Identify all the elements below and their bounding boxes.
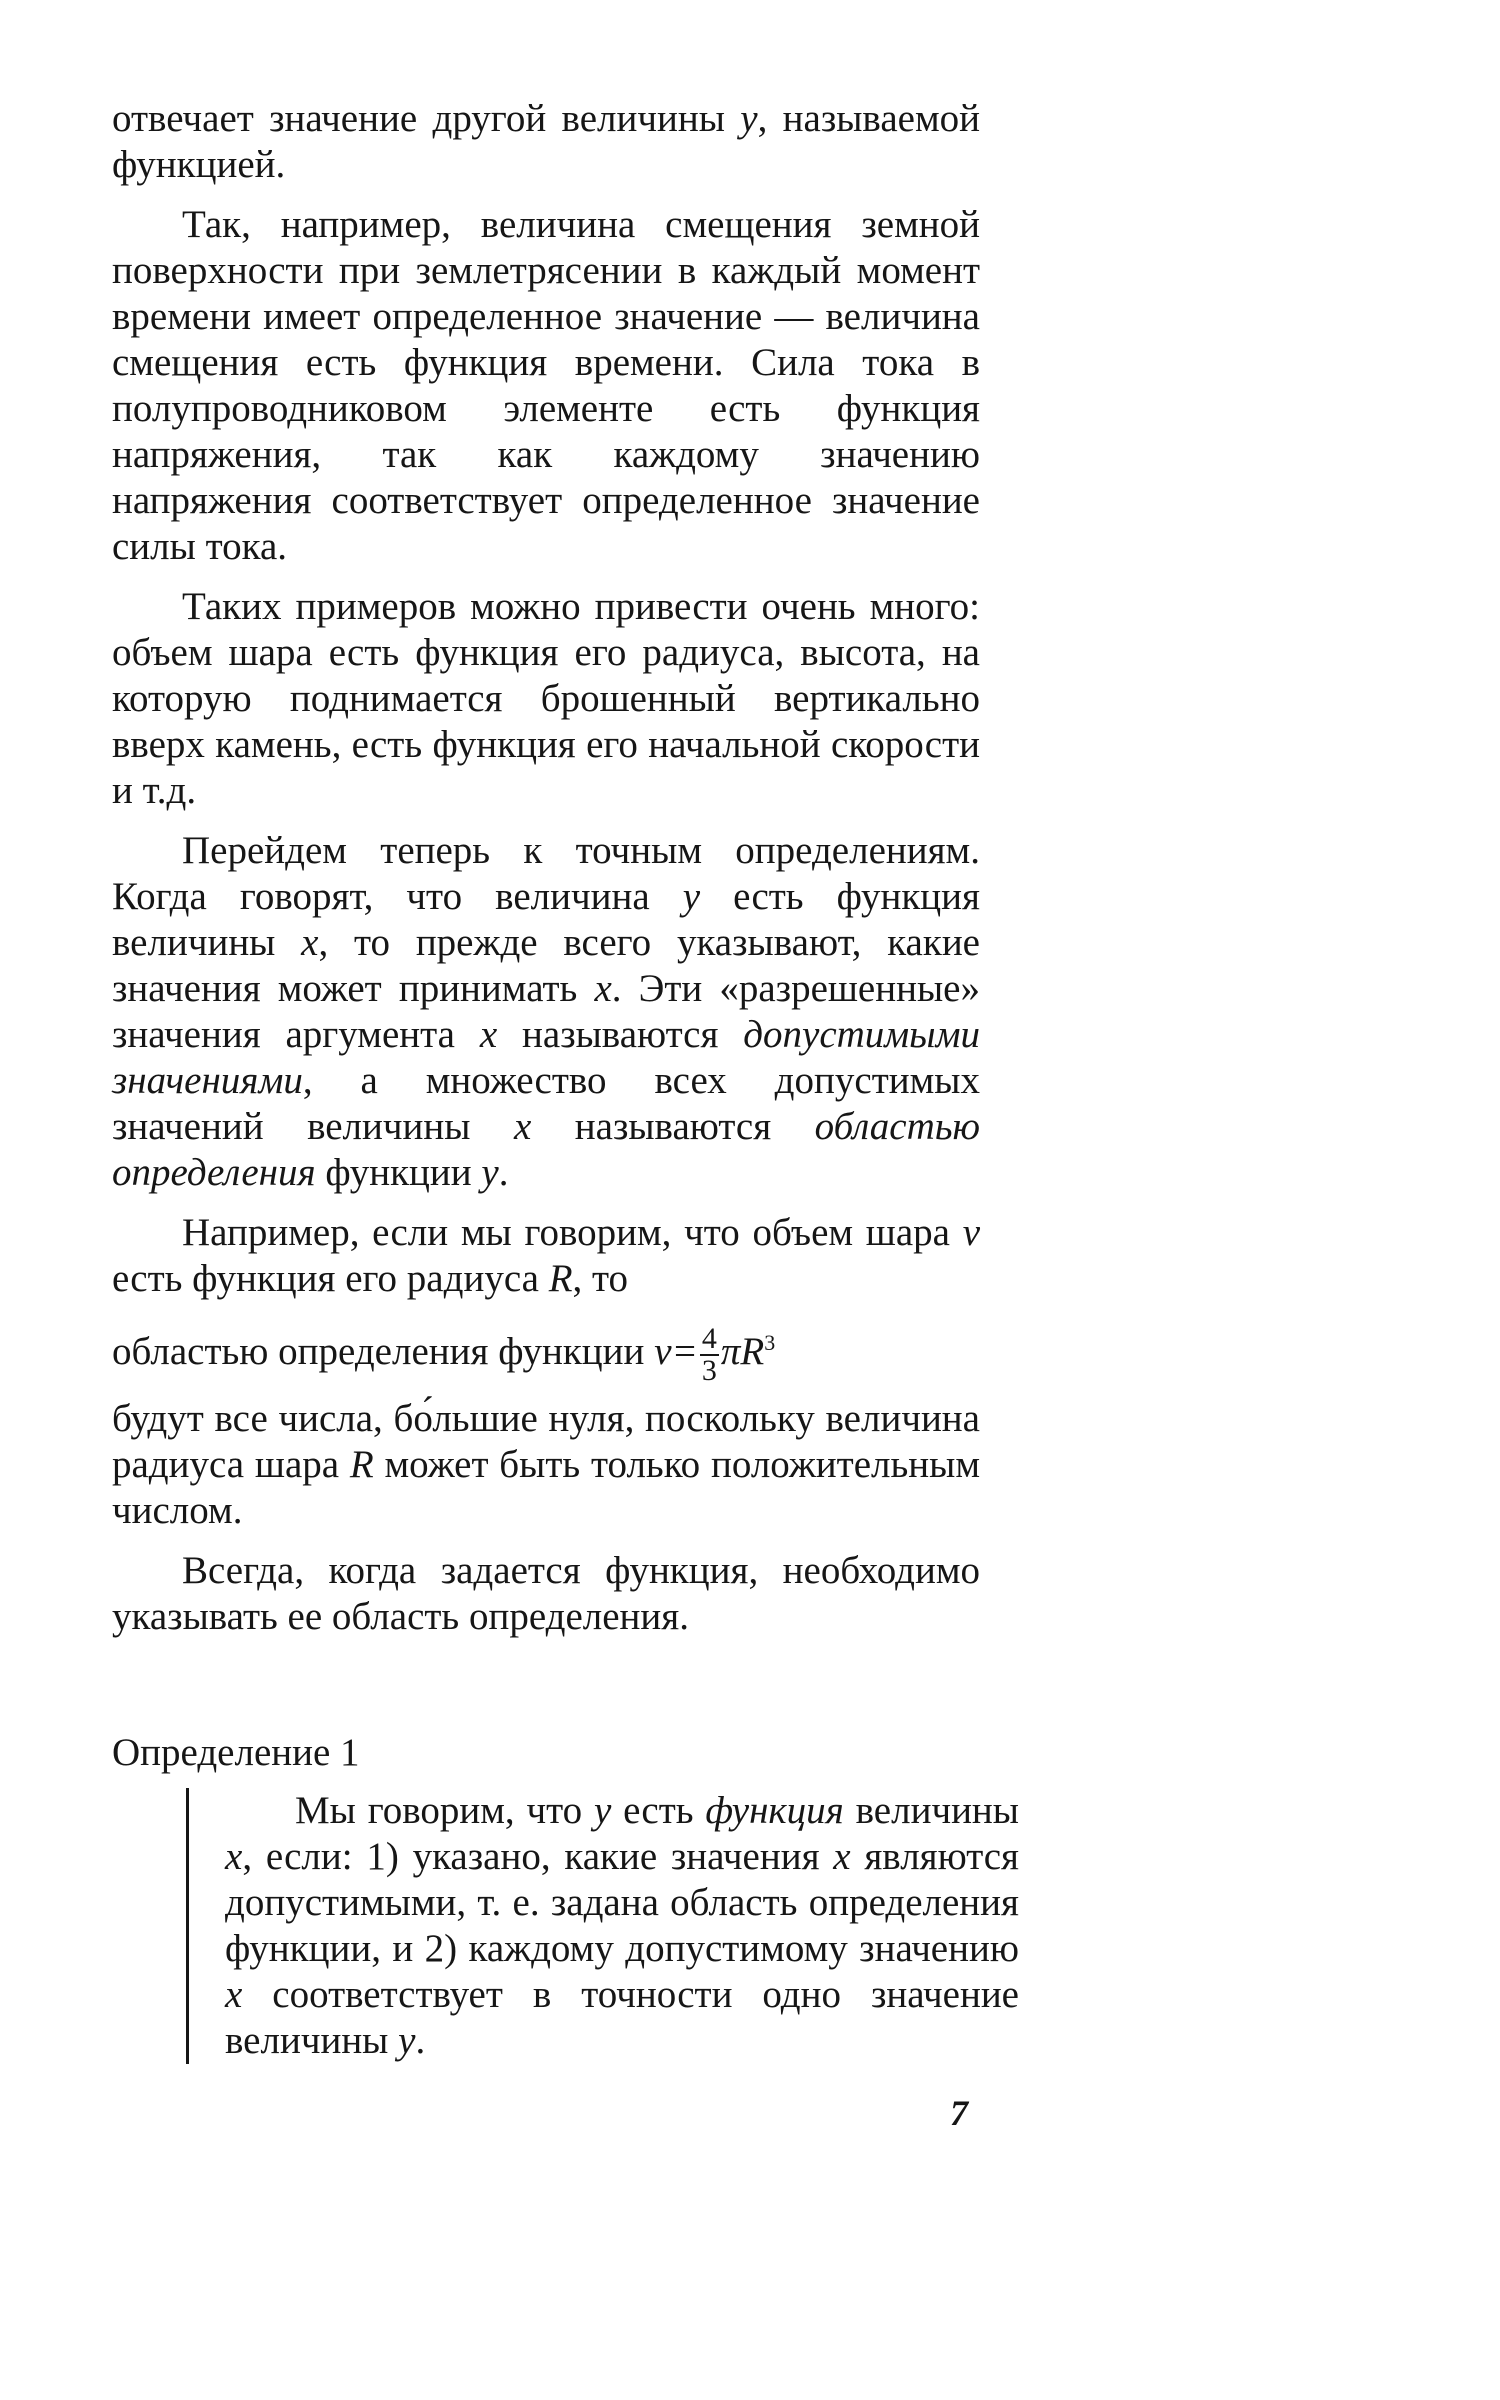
fraction: $\frac{4}{3}$ <box>701 1322 717 1388</box>
variable-y: y <box>682 875 701 918</box>
paragraph-4: Перейдем теперь к точным определениям. Когда говорят, что величина y есть функция величины x, то прежде всего указывают, какие значения может принимать x. Эти «разрешенные» значения аргумента x называются допустимыми значениями, а множество всех допустимых значений величины x называются областью определения функции y. <box>112 829 980 1194</box>
variable-x: x <box>833 1835 851 1878</box>
paragraph-6: Всегда, когда задается функция, необходимо указывать ее область определения. <box>112 1549 980 1639</box>
definition-heading: Определение 1 <box>112 1731 360 1774</box>
formula: v= $\frac{4}{3}$ $\pi R^3$ <box>654 1322 776 1388</box>
variable-y: y <box>740 97 758 140</box>
variable-x: x <box>225 1973 243 2016</box>
paragraph-3: Таких примеров можно привести очень много: объем шара есть функция его радиуса, высота, на которую поднимается брошенный вертикально вверх камень, есть функция его начальной скорости и т.д. <box>112 585 980 812</box>
variable-R: R <box>349 1443 374 1487</box>
term-function: функция <box>705 1789 844 1832</box>
variable-x: x <box>594 967 612 1010</box>
term-admissible-values: допустимыми значениями <box>112 1013 980 1102</box>
variable-y: y <box>593 1789 612 1832</box>
variable-x: x <box>479 1013 498 1056</box>
variable-y: y <box>481 1151 499 1194</box>
formula-line: областью определения функции v= $\frac{4}{3}$ $\pi R^3$ <box>112 1322 776 1388</box>
variable-v: v <box>962 1211 980 1254</box>
paragraph-1: отвечает значение другой величины y, называемой функцией. <box>112 97 980 186</box>
definition-text: Мы говорим, что y есть функция величины x, если: 1) указано, какие значения x являются допустимыми, т. е. задана область определения функции, и 2) каждому допустимому значению x соответствует в точности одно значение величины y. <box>225 1789 1020 2062</box>
variable-y: y <box>398 2019 416 2062</box>
variable-x: x <box>225 1835 243 1878</box>
variable-x: x <box>513 1105 532 1148</box>
body-text <box>112 96 980 1640</box>
page-number: 7 <box>950 2093 968 2133</box>
definition-block <box>186 1788 1019 2064</box>
paragraph-5: Например, если мы говорим, что объем шара v есть функция его радиуса R, то областью определения функции v= $\frac{4}{3}$ $\pi R^3$ будут все числа, бо́льшие нуля, поскольку величина радиуса шара R может быть только положительным числом. <box>112 1211 980 1533</box>
variable-x: x <box>301 921 319 964</box>
paragraph-2: Так, например, величина смещения земной поверхности при землетрясении в каждый момент времени имеет определенное значение — величина смещения есть функция времени. Сила тока в полупроводниковом элементе есть функция напряжения, так как каждому значению напряжения соответствует определенное значение силы тока. <box>112 203 980 568</box>
term-domain: областью определения <box>112 1105 980 1194</box>
variable-R: R <box>548 1257 573 1300</box>
